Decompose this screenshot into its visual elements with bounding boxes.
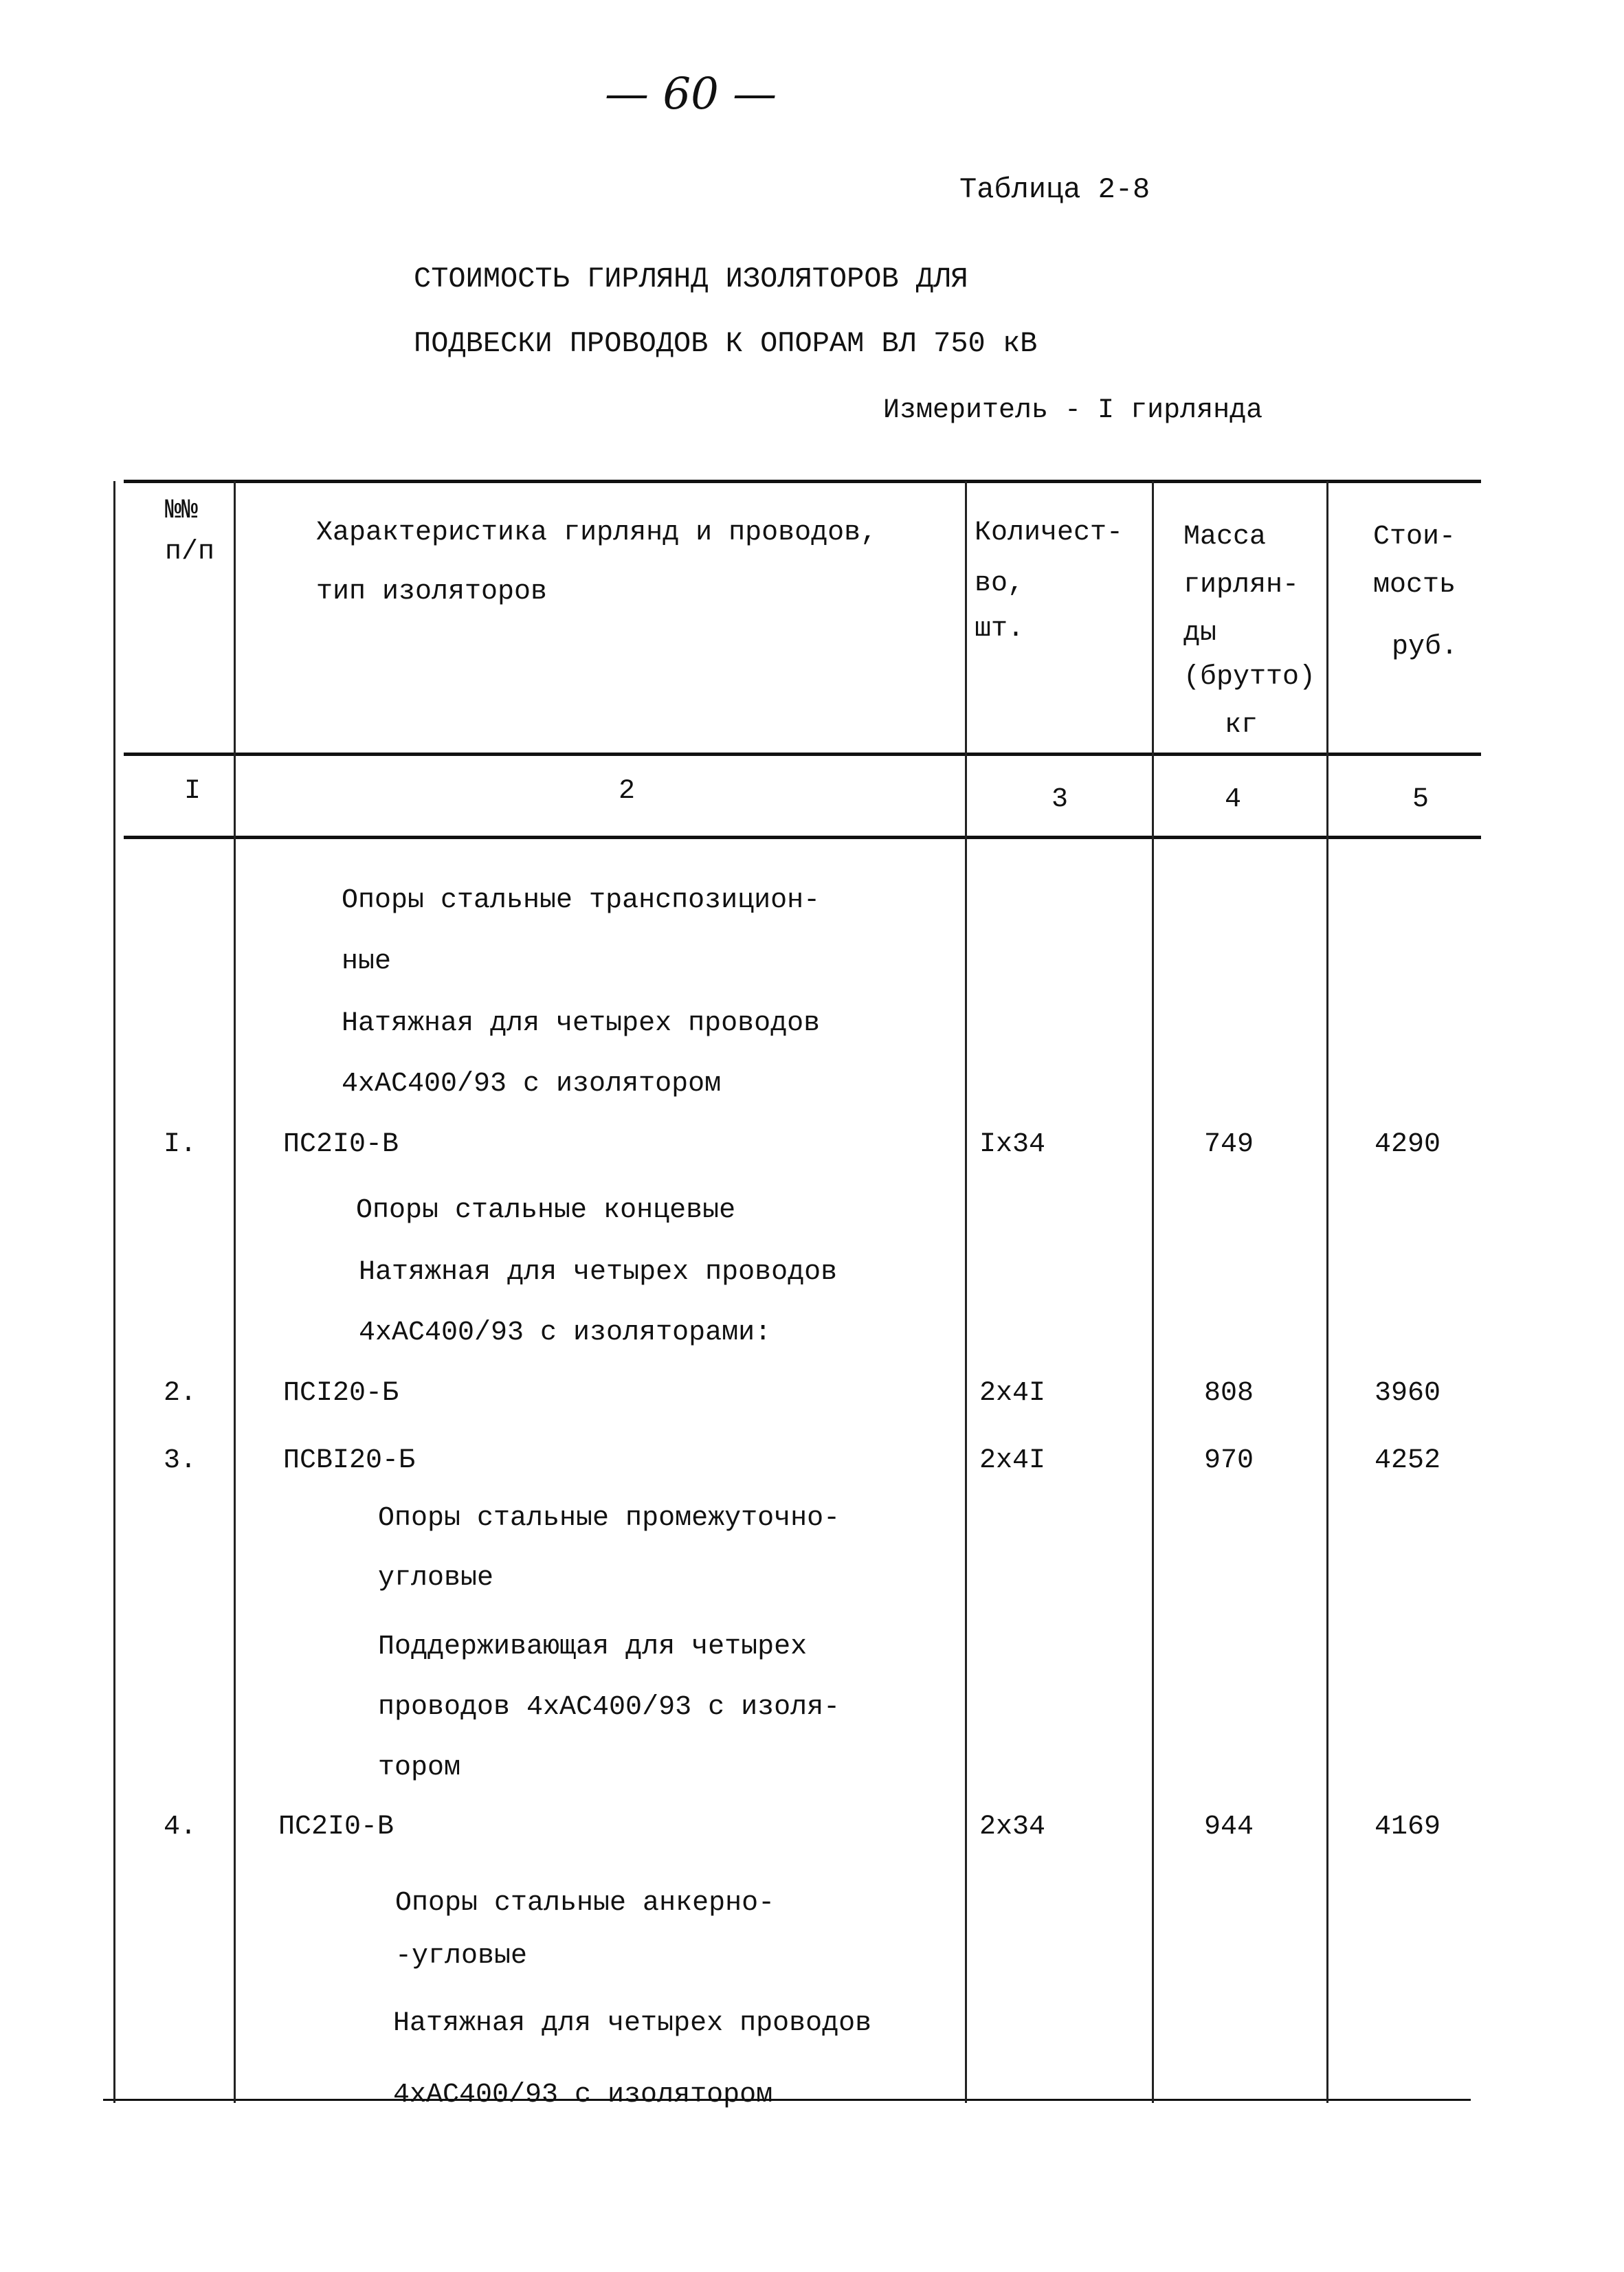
row-number: I. xyxy=(164,1129,197,1160)
table-bottom-border xyxy=(103,2099,1471,2101)
unit-label: Измеритель - I гирлянда xyxy=(883,395,1263,426)
column-divider-2 xyxy=(965,481,967,2103)
header-mass-line: гирлян- xyxy=(1183,570,1300,601)
row-description: ПС2I0-В xyxy=(283,1129,399,1160)
row-quantity: 2х4I xyxy=(979,1378,1046,1409)
row-cost: 4290 xyxy=(1375,1129,1441,1160)
left-border xyxy=(113,481,115,2103)
header-desc-line: Характеристика гирлянд и проводов, xyxy=(316,517,878,548)
header-mass-line: кг xyxy=(1225,710,1258,741)
page-number: — 60 — xyxy=(605,69,777,120)
number-row-border xyxy=(124,836,1481,839)
row-description: Опоры стальные концевые xyxy=(356,1195,736,1226)
table-label: Таблица 2-8 xyxy=(959,173,1150,206)
row-description: 4хАС400/93 с изоляторами: xyxy=(359,1317,772,1348)
table-top-border xyxy=(124,480,1481,483)
header-qty-line: шт. xyxy=(975,614,1025,645)
row-description: угловые xyxy=(378,1563,494,1594)
header-mass-line: (брутто) xyxy=(1183,662,1316,693)
row-description: тором xyxy=(378,1752,461,1783)
row-description: проводов 4хАС400/93 с изоля- xyxy=(378,1692,841,1723)
column-number: 2 xyxy=(619,776,636,807)
row-description: 4хАС400/93 с изолятором xyxy=(393,2080,773,2110)
row-cost: 4169 xyxy=(1375,1812,1441,1842)
row-quantity: Iх34 xyxy=(979,1129,1046,1160)
header-qty-line: во, xyxy=(975,568,1025,599)
row-description: ПС2I0-В xyxy=(278,1812,394,1842)
row-cost: 3960 xyxy=(1375,1378,1441,1409)
row-description: Опоры стальные промежуточно- xyxy=(378,1503,841,1534)
header-cost-line: Стои- xyxy=(1373,522,1456,553)
row-number: 3. xyxy=(164,1445,197,1476)
row-mass: 970 xyxy=(1204,1445,1254,1476)
row-description: ные xyxy=(342,946,392,977)
column-divider-4 xyxy=(1326,481,1328,2103)
header-num-line: №№ xyxy=(165,495,199,526)
row-description: Натяжная для четырех проводов xyxy=(342,1008,821,1039)
row-quantity: 2х34 xyxy=(979,1812,1046,1842)
row-description: -угловые xyxy=(395,1941,528,1972)
header-mass-line: Масса xyxy=(1183,522,1267,553)
header-cost-line: мость xyxy=(1373,570,1456,601)
row-description: Натяжная для четырех проводов xyxy=(393,2008,872,2039)
row-cost: 4252 xyxy=(1375,1445,1441,1476)
column-number: 3 xyxy=(1052,784,1069,815)
header-num-line: п/п xyxy=(165,537,215,568)
row-mass: 944 xyxy=(1204,1812,1254,1842)
header-cost-line: руб. xyxy=(1392,632,1458,662)
row-description: ПСВI20-Б xyxy=(283,1445,416,1476)
column-number: 5 xyxy=(1412,784,1430,815)
header-mass-line: ды xyxy=(1183,618,1217,649)
table-title-line-2: ПОДВЕСКИ ПРОВОДОВ К ОПОРАМ ВЛ 750 кВ xyxy=(414,327,1038,360)
header-desc-line: тип изоляторов xyxy=(316,577,548,608)
row-mass: 808 xyxy=(1204,1378,1254,1409)
table-title-line-1: СТОИМОСТЬ ГИРЛЯНД ИЗОЛЯТОРОВ ДЛЯ xyxy=(414,263,968,296)
row-description: ПСI20-Б xyxy=(283,1378,399,1409)
row-description: 4хАС400/93 с изолятором xyxy=(342,1069,722,1100)
row-description: Опоры стальные транспозицион- xyxy=(342,885,821,916)
column-number: 4 xyxy=(1225,784,1242,815)
header-qty-line: Количест- xyxy=(975,517,1124,548)
header-bottom-border xyxy=(124,753,1481,756)
column-divider-3 xyxy=(1152,481,1154,2103)
column-number: I xyxy=(184,776,201,807)
row-description: Поддерживающая для четырех xyxy=(378,1631,808,1662)
row-description: Натяжная для четырех проводов xyxy=(359,1257,838,1288)
row-number: 4. xyxy=(164,1812,197,1842)
row-mass: 749 xyxy=(1204,1129,1254,1160)
row-quantity: 2х4I xyxy=(979,1445,1046,1476)
row-description: Опоры стальные анкерно- xyxy=(395,1888,775,1919)
column-divider-1 xyxy=(234,481,236,2103)
row-number: 2. xyxy=(164,1378,197,1409)
